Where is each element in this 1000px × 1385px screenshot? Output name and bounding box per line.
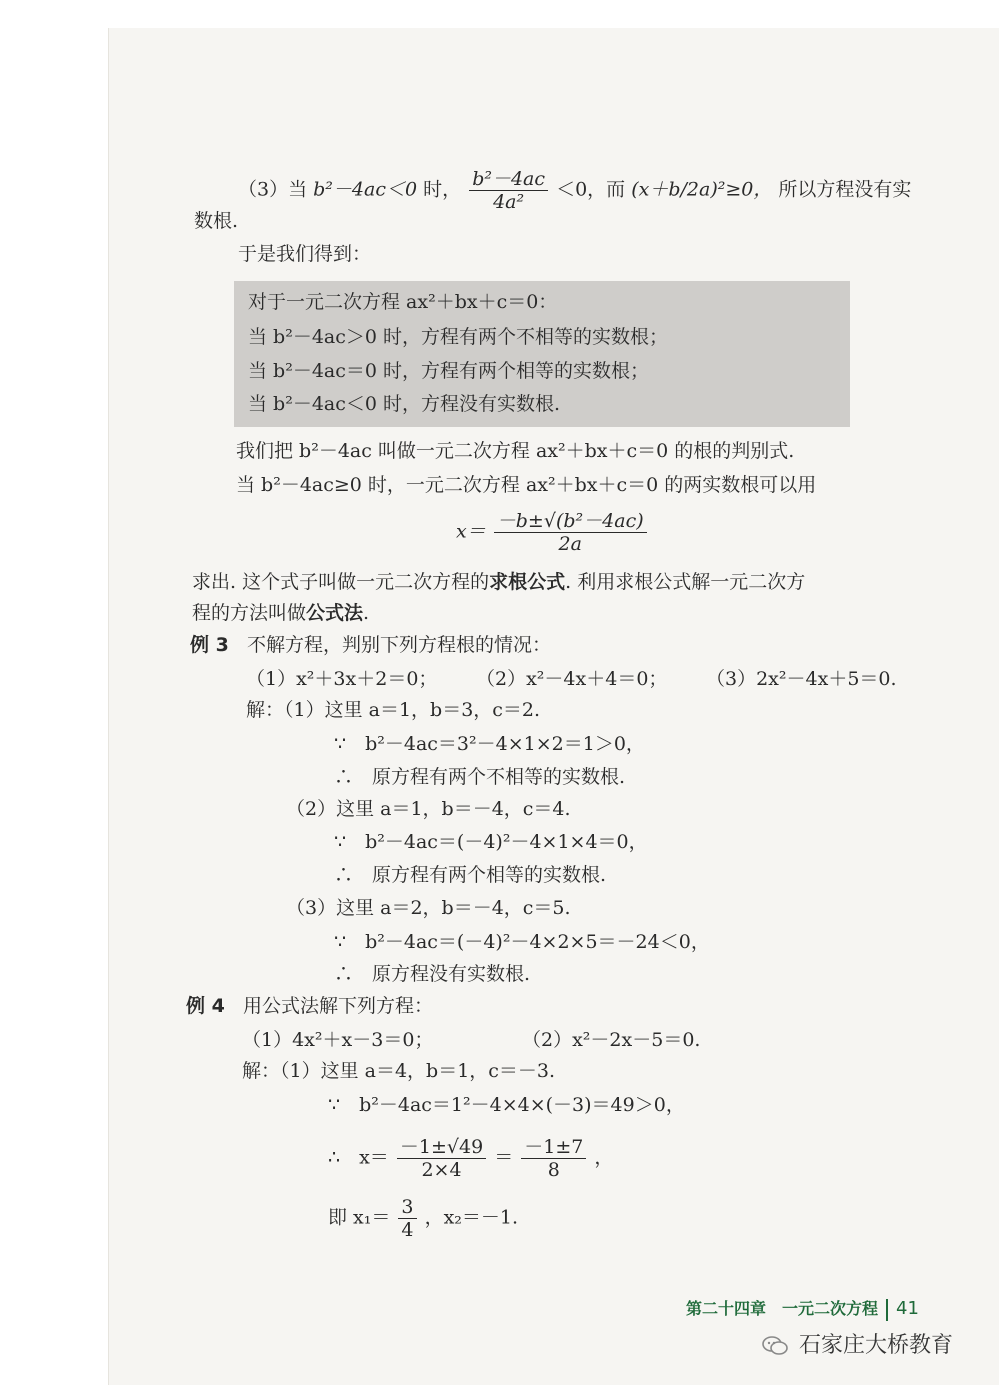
example-4-text: 用公式法解下列方程：: [242, 995, 433, 1017]
solution-3-because: ∵ b²－4ac＝(－4)²－4×2×5＝－24＜0，: [334, 931, 710, 953]
solution-2-given: （2）这里 a＝1，b＝－4，c＝4.: [286, 798, 571, 820]
watermark: [762, 1328, 953, 1359]
solution-1-because: ∵ b²－4ac＝3²－4×1×2＝1＞0，: [334, 733, 645, 755]
example-4-q2: （2）x²－2x－5＝0.: [522, 1029, 701, 1051]
example-3-q2: （2）x²－4x＋4＝0；: [476, 668, 668, 690]
text: .: [363, 602, 370, 624]
example-4-q1: （1）4x²＋x－3＝0；: [242, 1029, 434, 1051]
footer-divider: [886, 1299, 888, 1321]
theorem-line-4: 当 b²－4ac＜0 时，方程没有实数根.: [248, 393, 561, 415]
example-4-roots-result: [328, 1196, 518, 1241]
fraction-denominator: 4: [401, 1219, 414, 1241]
theorem-line-1: 对于一元二次方程 ax²＋bx＋c＝0：: [248, 291, 558, 313]
term-root-formula: 求根公式: [489, 571, 566, 593]
solution-3-therefore: ∴ 原方程没有实数根.: [334, 963, 531, 985]
theorem-line-3: 当 b²－4ac＝0 时，方程有两个相等的实数根；: [248, 360, 650, 382]
formula-intro: 当 b²－4ac≥0 时，一元二次方程 ax²＋bx＋c＝0 的两实数根可以用: [236, 474, 817, 496]
solution-2-therefore: ∴ 原方程有两个相等的实数根.: [334, 864, 607, 886]
text: . 利用求根公式解一元二次方: [565, 571, 806, 593]
case3-line: [238, 168, 911, 213]
solution-3-given: （3）这里 a＝2，b＝－4，c＝5.: [286, 897, 571, 919]
text: 即 x₁＝: [328, 1206, 391, 1229]
formula-fraction: [494, 510, 647, 555]
term-formula-method: 公式法: [306, 602, 364, 624]
example-3-text: 不解方程，判别下列方程根的情况：: [246, 634, 551, 656]
text: ∴ x＝: [328, 1146, 389, 1169]
fraction-numerator: b²－4ac: [469, 168, 548, 191]
theorem-line-2: 当 b²－4ac＞0 时，方程有两个不相等的实数根；: [248, 326, 669, 348]
wechat-icon: [762, 1336, 788, 1356]
line-thus: 于是我们得到：: [238, 243, 372, 265]
text: ，: [594, 1146, 614, 1169]
example-4-solution-given: 解：（1）这里 a＝4，b＝1，c＝－3.: [242, 1060, 556, 1082]
text: 程的方法叫做: [192, 602, 307, 624]
solution-1-therefore: ∴ 原方程有两个不相等的实数根.: [334, 766, 626, 788]
fraction-numerator: 3: [398, 1196, 416, 1219]
case3-condition: b²－4ac＜0: [313, 178, 418, 201]
solution-2-because: ∵ b²－4ac＝(－4)²－4×1×4＝0，: [334, 831, 648, 853]
example-3-heading: [190, 632, 551, 658]
example-3-q3: （3）2x²－4x＋5＝0.: [706, 668, 897, 690]
fraction-1: [397, 1136, 486, 1181]
fraction-2: [521, 1136, 586, 1181]
discriminant-definition: 我们把 b²－4ac 叫做一元二次方程 ax²＋bx＋c＝0 的根的判别式.: [236, 440, 795, 462]
fraction-denominator: 4a²: [493, 191, 525, 213]
solution-1-given: 解：（1）这里 a＝1，b＝3，c＝2.: [246, 699, 541, 721]
example-4-heading: [186, 993, 433, 1019]
example-3-label: 例 3: [190, 634, 229, 656]
chapter-title: 第二十四章 一元二次方程: [686, 1299, 879, 1318]
text: 求出. 这个式子叫做一元二次方程的: [192, 571, 490, 593]
fraction-3-4: [398, 1196, 416, 1241]
formula-lhs: x＝: [456, 520, 486, 543]
watermark-text: 石家庄大桥教育: [799, 1333, 954, 1358]
textbook-page: [108, 28, 999, 1385]
text: ，x₂＝－1.: [424, 1206, 519, 1229]
page-number: 41: [896, 1298, 919, 1319]
case3-when: 时，: [423, 178, 462, 201]
case3-conclusion: 所以方程没有实: [778, 178, 912, 201]
case3-square: (x＋b/2a)²≥0，: [631, 178, 773, 201]
formula-numerator: －b±√(b²－4ac): [494, 510, 647, 533]
fraction-numerator: －1±7: [521, 1136, 586, 1159]
formula-denominator: 2a: [558, 533, 582, 555]
method-name-line: [192, 600, 369, 626]
example-3-q1: （1）x²＋3x＋2＝0；: [246, 668, 438, 690]
quadratic-formula: [456, 510, 649, 555]
formula-name-line: [192, 569, 805, 595]
case3-lt0: ＜0，而: [556, 178, 626, 201]
example-4-because: ∵ b²－4ac＝1²－4×4×(－3)＝49＞0，: [328, 1094, 685, 1116]
example-4-label: 例 4: [186, 995, 225, 1017]
example-4-roots-expression: [328, 1136, 613, 1181]
page-footer: [686, 1296, 919, 1321]
fraction-denominator: 2×4: [421, 1159, 462, 1181]
fraction-denominator: 8: [547, 1159, 560, 1181]
case3-fraction: [469, 168, 548, 213]
case3-prefix: （3）当: [238, 178, 308, 201]
line-continuation: 数根.: [194, 210, 239, 232]
text: ＝: [494, 1146, 514, 1169]
fraction-numerator: －1±√49: [397, 1136, 486, 1159]
